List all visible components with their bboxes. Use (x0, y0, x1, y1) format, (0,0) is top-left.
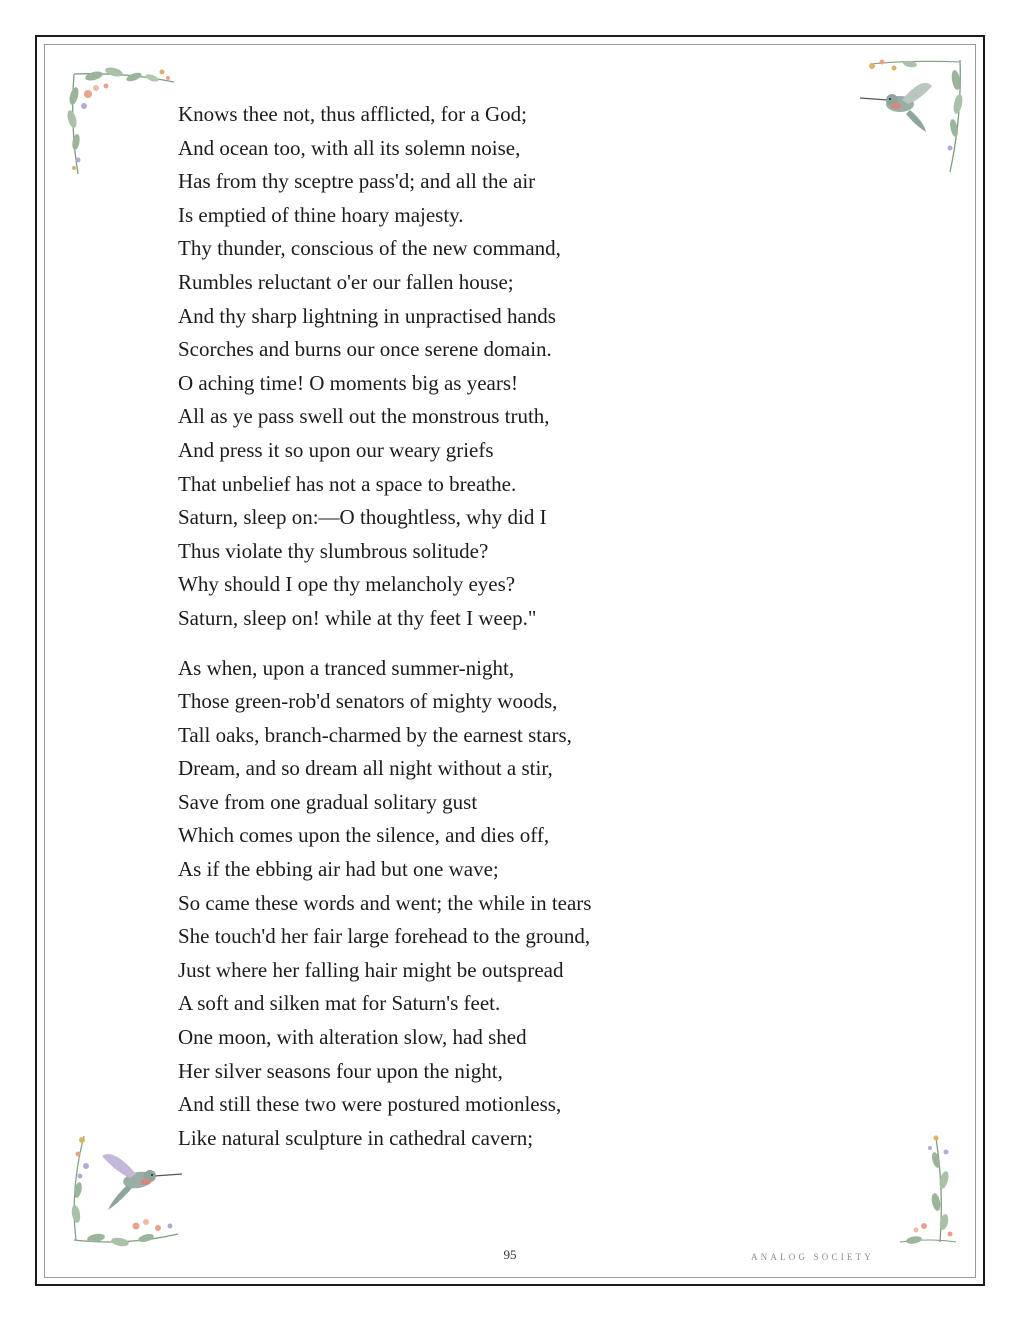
floral-corner-icon (64, 64, 184, 184)
poem-line: And press it so upon our weary griefs (178, 437, 494, 462)
poem-line: All as ye pass swell out the monstrous truth, (178, 404, 550, 429)
poem-body (178, 98, 798, 1155)
poem-line: One moon, with alteration slow, had shed (178, 1025, 527, 1050)
poem-line: Like natural sculpture in cathedral cavern; (178, 1125, 534, 1150)
poem-line: Thy thunder, conscious of the new command, (178, 236, 561, 261)
page-number: 95 (503, 1247, 517, 1262)
poem-line: As when, upon a tranced summer-night, (178, 655, 515, 680)
poem-line: Has from thy sceptre pass'd; and all the air (178, 169, 536, 194)
poem-line: Scorches and burns our once serene domain. (178, 337, 552, 362)
poem-line: Knows thee not, thus afflicted, for a God; (178, 102, 527, 126)
poem-line: Her silver seasons four upon the night, (178, 1058, 503, 1083)
poem-line: As if the ebbing air had but one wave; (178, 857, 499, 882)
hummingbird-floral-icon (850, 56, 970, 176)
poem-line: And still these two were postured motionless, (178, 1092, 562, 1117)
poem-line: Saturn, sleep on:—O thoughtless, why did I (178, 505, 547, 530)
poem-line: Why should I ope thy melancholy eyes? (178, 572, 516, 597)
poem-line: And thy sharp lightning in unpractised hands (178, 303, 556, 328)
stanza (178, 98, 798, 636)
poem-line: Just where her falling hair might be outspread (178, 957, 564, 982)
poem-line: That unbelief has not a space to breathe. (178, 471, 517, 496)
poem-line: Those green-rob'd senators of mighty woods, (178, 689, 558, 714)
poem-line: And ocean too, with all its solemn noise, (178, 135, 521, 160)
poem-line: O aching time! O moments big as years! (178, 370, 518, 395)
stanza (178, 652, 798, 1156)
hummingbird-floral-icon (66, 1130, 186, 1250)
poem-line: A soft and silken mat for Saturn's feet. (178, 991, 501, 1016)
brand-name: ANALOG SOCIETY (750, 1252, 874, 1262)
floral-corner-icon (880, 1130, 1000, 1250)
poem-line: Saturn, sleep on! while at thy feet I weep." (178, 605, 537, 630)
poem-line: Tall oaks, branch-charmed by the earnest stars, (178, 722, 572, 747)
poem-line: Dream, and so dream all night without a stir, (178, 756, 553, 781)
poem-line: Rumbles reluctant o'er our fallen house; (178, 269, 514, 294)
poem-line: Is emptied of thine hoary majesty. (178, 202, 464, 227)
poem-line: So came these words and went; the while in tears (178, 890, 592, 915)
poem-line: Which comes upon the silence, and dies off, (178, 823, 550, 848)
poem-line: Save from one gradual solitary gust (178, 789, 478, 814)
poem-line: Thus violate thy slumbrous solitude? (178, 538, 489, 563)
poem-line: She touch'd her fair large forehead to the ground, (178, 924, 591, 949)
